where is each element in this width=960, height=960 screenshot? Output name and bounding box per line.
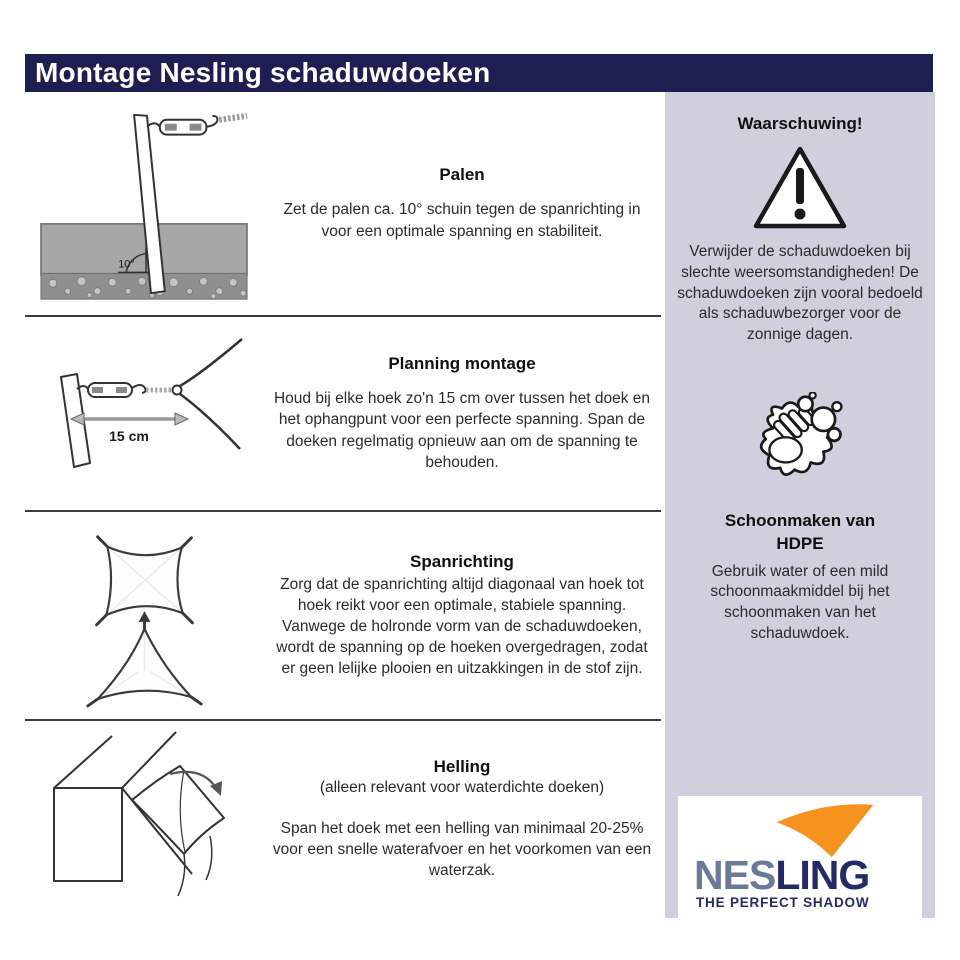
nesling-logo: [678, 796, 922, 918]
section-planning-text: [263, 354, 661, 472]
section-heading: Palen: [439, 165, 485, 185]
section-heading: Planning montage: [388, 354, 536, 374]
section-body: Zorg dat de spanrichting altijd diagonaal van hoek tot hoek reikt voor een optimale, stabiele spanning. Vanwege de holronde vorm van de schaduwdoeken, wordt de spanning op de hoeken overgedragen, zodat er geen lelijke plooien en uitzakkingen in de stof zijn.: [276, 575, 648, 678]
logo-name-primary: NES: [694, 852, 776, 898]
sail-icon: [770, 801, 880, 859]
cleaning-heading: Schoonmaken van HDPE: [724, 510, 876, 553]
section-body: Houd bij elke hoek zo'n 15 cm over tussen het doek en het ophangpunt voor een perfecte spanning. Span de doeken regelmatig opnieuw aan om de spanning te behouden.: [273, 390, 651, 471]
turnbuckle-illustration: [25, 333, 263, 495]
logo-wordmark: [694, 852, 869, 899]
slope-diagram-image: [34, 724, 254, 914]
hand-wash-icon: [746, 392, 854, 496]
turnbuckle-diagram-image: [34, 333, 254, 495]
section-spanrichting-text: [263, 552, 661, 679]
section-heading: Helling: [433, 756, 491, 776]
section-palen-text: [263, 165, 661, 241]
angle-label: 10°: [118, 257, 135, 270]
pole-diagram-image: [35, 106, 253, 302]
section-spanrichting: [25, 510, 661, 719]
sidebar: [665, 92, 935, 918]
logo-name-secondary: LING: [775, 852, 870, 898]
section-helling-text: [263, 757, 661, 881]
distance-label: 15 cm: [109, 427, 149, 444]
section-heading: Spanrichting: [410, 551, 514, 571]
main-content: [25, 92, 661, 917]
logo-tagline: THE PERFECT SHADOW: [696, 895, 870, 910]
warning-heading: Waarschuwing!: [737, 114, 863, 133]
section-planning-montage: [25, 315, 661, 510]
section-subheading: (alleen relevant voor waterdichte doeken): [319, 778, 605, 796]
page-title: Montage Nesling schaduwdoeken: [25, 54, 933, 92]
section-body: Zet de palen ca. 10° schuin tegen de spanrichting in voor een optimale spanning en stabiliteit.: [283, 201, 641, 240]
pole-illustration: [25, 106, 263, 302]
slope-illustration: [25, 724, 263, 914]
tension-direction-illustration: [25, 515, 263, 717]
cleaning-body: Gebruik water of een mild schoonmaakmiddel bij het schoonmaken van het schaduwdoek.: [710, 562, 890, 642]
warning-body: Verwijder de schaduwdoeken bij slechte weersomstandigheden! De schaduwdoeken zijn vooral bedoeld als schaduwbezorger voor de zonnige dagen.: [677, 243, 923, 344]
section-body: Span het doek met een helling van minimaal 20-25% voor een snelle waterafvoer en het voorkomen van een waterzak.: [272, 819, 652, 880]
warning-triangle-icon: [750, 140, 850, 236]
section-palen: [25, 92, 661, 315]
tension-diagram-image: [37, 515, 252, 717]
section-helling: [25, 719, 661, 917]
